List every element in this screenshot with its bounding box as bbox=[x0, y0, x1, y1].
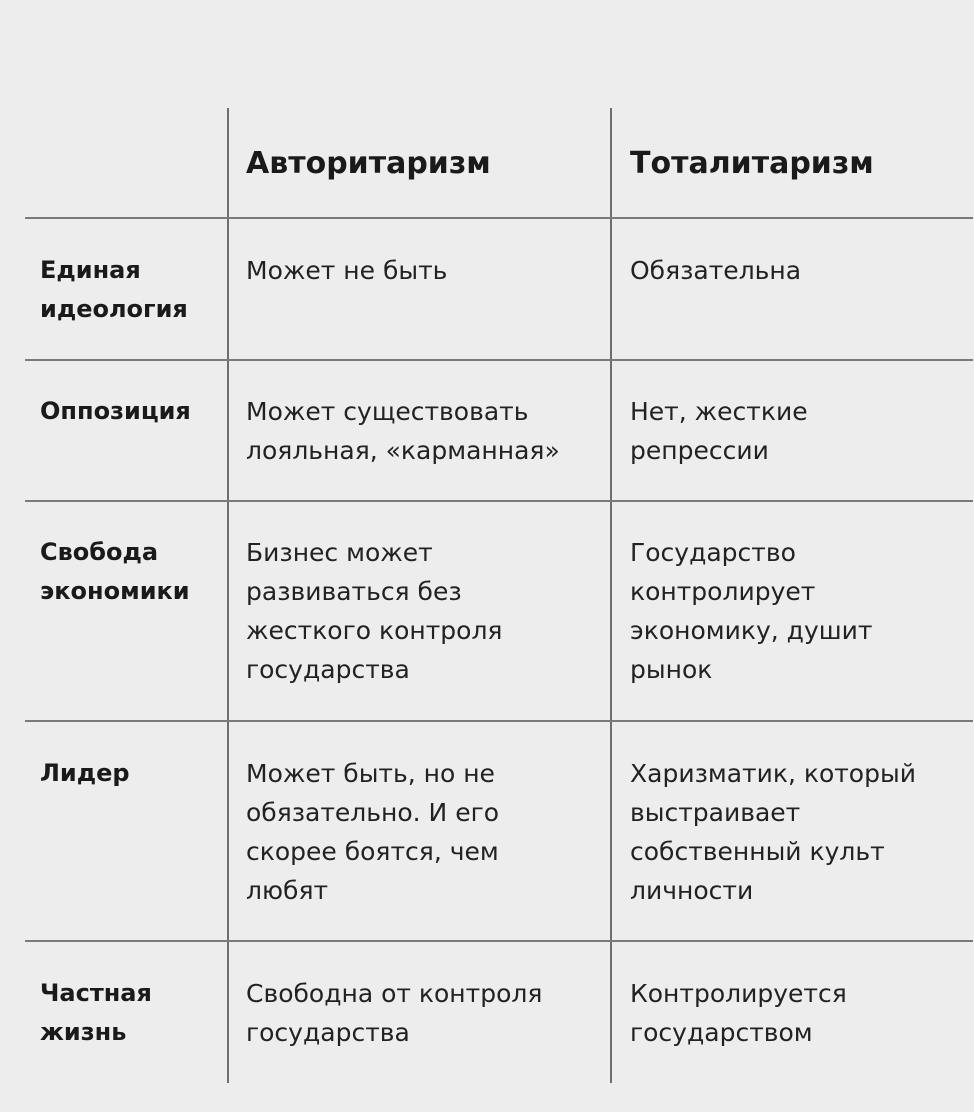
column-divider-left bbox=[227, 108, 229, 1083]
row-divider bbox=[25, 217, 973, 219]
row-label-private-life: Частная жизнь bbox=[40, 979, 152, 1046]
row-divider bbox=[25, 359, 973, 361]
cell-authoritarianism-opposition: Может существовать лояльная, «карманная» bbox=[246, 397, 560, 465]
cell-authoritarianism-ideology: Может не быть bbox=[246, 256, 448, 285]
cell-authoritarianism-leader: Может быть, но не обязательно. И его скорее боятся, чем любят bbox=[246, 759, 500, 905]
row-label-ideology: Единая идеология bbox=[40, 256, 188, 323]
cell-authoritarianism-economy: Бизнес может развиваться без жесткого контроля государства bbox=[246, 538, 503, 684]
cell-authoritarianism-private-life: Свободна от контроля государства bbox=[246, 979, 543, 1047]
cell-totalitarianism-ideology: Обязательна bbox=[630, 256, 802, 285]
cell-totalitarianism-economy: Государство контролирует экономику, душит рынок bbox=[630, 538, 873, 684]
header-authoritarianism: Авторитаризм bbox=[246, 146, 491, 181]
cell-totalitarianism-opposition: Нет, жесткие репрессии bbox=[630, 397, 808, 465]
cell-totalitarianism-leader: Харизматик, который выстраивает собственный культ личности bbox=[630, 759, 916, 905]
row-divider bbox=[25, 720, 973, 722]
row-divider bbox=[25, 500, 973, 502]
row-label-economy: Свобода экономики bbox=[40, 538, 190, 605]
header-totalitarianism: Тоталитаризм bbox=[630, 146, 874, 181]
row-divider bbox=[25, 940, 973, 942]
row-label-opposition: Оппозиция bbox=[40, 397, 191, 425]
column-divider-right bbox=[610, 108, 612, 1083]
cell-totalitarianism-private-life: Контролируется государством bbox=[630, 979, 847, 1047]
row-label-leader: Лидер bbox=[40, 759, 130, 787]
